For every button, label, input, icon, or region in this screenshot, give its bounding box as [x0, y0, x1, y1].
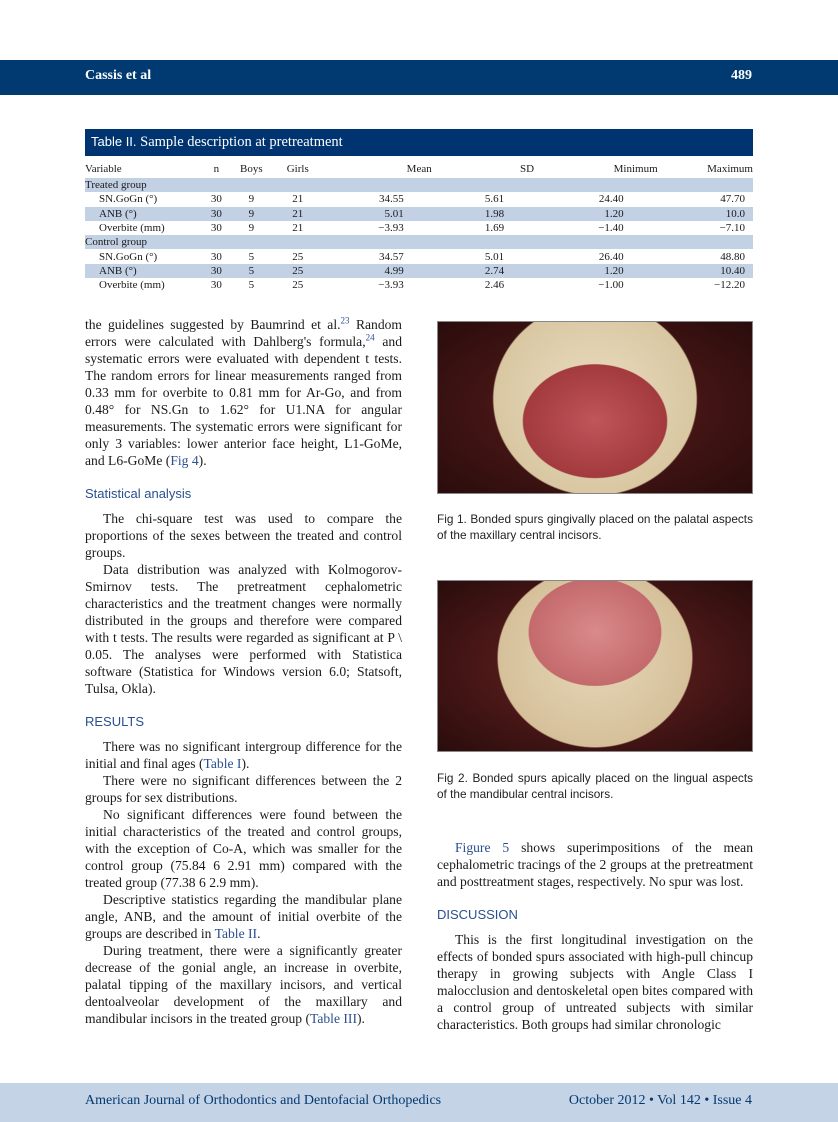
table-cell: 21 — [292, 193, 304, 206]
table-cell: 30 — [205, 207, 228, 221]
paragraph — [85, 942, 402, 1027]
paragraph — [85, 738, 402, 772]
section-heading: RESULTS — [85, 714, 144, 729]
citation-ref[interactable]: 24 — [365, 332, 375, 343]
table-cell: SN.GoGn (°) — [99, 193, 158, 206]
table-cell: 5 — [228, 264, 275, 278]
paragraph — [437, 839, 753, 890]
group-row — [85, 178, 753, 192]
figure-2-caption: Fig 2. Bonded spurs apically placed on the lingual aspects of the mandibular central incisors. — [437, 771, 753, 801]
cross-reference-link[interactable]: Table I — [203, 756, 242, 771]
table-cell: 30 — [210, 279, 222, 292]
column-header: Girls — [286, 163, 309, 175]
table-cell: 25 — [275, 264, 321, 278]
table-cell: 9 — [248, 193, 255, 206]
text-run: ). — [198, 453, 207, 468]
page-number: 489 — [731, 68, 752, 83]
text-run: Descriptive statistics regarding the mandibular plane angle, ANB, and the amount of initial overbite of the groups are described in — [85, 892, 402, 941]
table-cell: 26.40 — [598, 250, 624, 263]
table-cell: 25 — [292, 250, 304, 263]
figure-1-photo — [437, 321, 753, 494]
text-run: This is the first longitudinal investigation on the effects of bonded spurs associated with high-pull chincup therapy in growing subjects with Angle Class I malocclusion and dentoskeletal open bites compared with a control group of untreated subjects with similar characteristics. Both groups had similar chronologic — [437, 932, 753, 1032]
figure-1-caption: Fig 1. Bonded spurs gingivally placed on the palatal aspects of the maxillary central incisors. — [437, 512, 753, 542]
table-cell: 21 — [275, 207, 321, 221]
journal-name: American Journal of Orthodontics and Dentofacial Orthopedics — [85, 1093, 442, 1108]
table-row — [85, 192, 753, 206]
cross-reference-link[interactable]: Table II — [214, 926, 258, 941]
text-run: ). — [356, 1011, 365, 1026]
table-cell: 5.01 — [484, 250, 505, 263]
table-cell: 10.0 — [658, 207, 753, 221]
text-run: the guidelines suggested by Baumrind et al. — [85, 317, 341, 332]
table-cell: 2.74 — [432, 264, 534, 278]
text-run: shows superimpositions of the mean cephalometric tracings of the 2 groups at the pretreatment and posttreatment stages, respectively. No spur was lost. — [437, 840, 753, 889]
table-cell: 48.80 — [720, 250, 745, 263]
table-cell: 9 — [248, 222, 255, 235]
section-heading: Statistical analysis — [85, 486, 192, 501]
text-run: Data distribution was analyzed with Kolmogorov-Smirnov tests. The pretreatment cephalometric characteristics and the treatment changes were normally distributed in the groups and therefore were compared with t tests. The results were regarded as significant at P \ 0.05. The analyses were performed with Statistica software (Statistica for Windows version 6.0; Statsoft, Tulsa, Okla). — [85, 562, 402, 696]
table-cell: −12.20 — [714, 279, 745, 292]
table-row — [85, 221, 753, 235]
table-cell: 21 — [292, 222, 304, 235]
table-cell: 1.69 — [484, 222, 505, 235]
table-cell: −7.10 — [719, 222, 745, 235]
table-cell: Overbite (mm) — [99, 279, 165, 292]
text-run: ). — [241, 756, 250, 771]
table-cell: 34.57 — [378, 250, 404, 263]
column-header: Variable — [85, 163, 122, 175]
text-run: Random errors were calculated with Dahlberg's formula, — [85, 317, 403, 349]
table-cell: 25 — [292, 279, 304, 292]
text-run: There was no significant intergroup difference for the initial and final ages ( — [85, 739, 402, 771]
table-cell: 1.98 — [432, 207, 534, 221]
group-row — [85, 235, 753, 249]
table-cell: 5.01 — [321, 207, 432, 221]
header-author: Cassis et al — [85, 68, 152, 83]
left-column — [85, 316, 402, 1027]
right-column — [437, 839, 753, 1033]
table-row — [85, 249, 753, 263]
column-header: Maximum — [707, 163, 753, 175]
table-ii — [85, 129, 753, 292]
table-cell: −3.93 — [378, 222, 404, 235]
paragraph — [85, 316, 402, 469]
figure-2-photo — [437, 580, 753, 752]
text-run: There were no significant differences between the 2 groups for sex distributions. — [85, 773, 402, 805]
table-cell: −1.00 — [598, 279, 624, 292]
running-footer — [0, 1083, 838, 1122]
cross-reference-link[interactable]: Table III — [310, 1011, 357, 1026]
group-label: Treated group — [85, 178, 753, 192]
column-header: Boys — [240, 163, 263, 175]
table-title: Table II. Sample description at pretreatment — [85, 129, 753, 156]
table-cell: −1.40 — [598, 222, 624, 235]
table-cell: −3.93 — [378, 279, 404, 292]
section-heading: DISCUSSION — [437, 907, 518, 922]
column-header: SD — [520, 163, 535, 175]
paragraph — [85, 510, 402, 561]
column-header: Minimum — [613, 163, 658, 175]
table-cell: SN.GoGn (°) — [99, 250, 158, 263]
table-cell: 30 — [210, 222, 222, 235]
table-cell: ANB (°) — [85, 207, 205, 221]
table-row — [85, 207, 753, 221]
table-cell: 5.61 — [484, 193, 505, 206]
table-cell: 30 — [205, 264, 228, 278]
table-cell: 1.20 — [534, 207, 658, 221]
paragraph — [85, 561, 402, 697]
table-cell: 47.70 — [720, 193, 745, 206]
table-cell: Overbite (mm) — [99, 222, 165, 235]
text-run: The chi-square test was used to compare the proportions of the sexes between the treated and control groups. — [85, 511, 402, 560]
table-cell: 9 — [228, 207, 275, 221]
table-cell: 30 — [210, 193, 222, 206]
table-cell: 5 — [248, 279, 255, 292]
table-cell: 4.99 — [321, 264, 432, 278]
paragraph — [437, 931, 753, 1033]
text-run: . — [257, 926, 261, 941]
paragraph — [85, 806, 402, 891]
group-label: Control group — [85, 235, 753, 249]
text-run: During treatment, there were a significantly greater decrease of the gonial angle, an increase in overbite, palatal tipping of the maxillary incisors, and vertical dentoalveolar development of the maxillary and mandibular incisors in the treated group ( — [85, 943, 402, 1026]
citation-ref[interactable]: 23 — [340, 315, 350, 326]
cross-reference-link[interactable]: Fig 4 — [170, 453, 199, 468]
column-header: Mean — [406, 163, 432, 175]
table-cell: 5 — [248, 250, 255, 263]
table-cell: 34.55 — [378, 193, 404, 206]
text-run: No significant differences were found between the initial characteristics of the treated and control groups, with the exception of Co-A, which was smaller for the control group (75.84 6 2.91 mm) compared with the treated group (77.38 6 2.9 mm). — [85, 807, 402, 890]
column-header: n — [213, 163, 220, 175]
running-header — [0, 60, 838, 95]
paragraph — [85, 772, 402, 806]
table-row — [85, 278, 753, 292]
issue-info: October 2012 • Vol 142 • Issue 4 — [568, 1093, 752, 1108]
paragraph — [85, 891, 402, 942]
table-cell: 10.40 — [658, 264, 753, 278]
text-run: and systematic errors were evaluated with dependent t tests. The random errors for linear measurements ranged from 0.33 mm for overbite to 0.81 mm for Ar-Go, and from 0.48° for NS.Gn to 1.62° for U1.NA for angular measurements. The systematic errors were significant for only 3 variables: lower anterior face height, L1-GoMe, and L6-GoMe ( — [85, 334, 402, 468]
table-cell: ANB (°) — [85, 264, 205, 278]
table-row — [85, 264, 753, 278]
table-cell: 2.46 — [484, 279, 505, 292]
table-cell: 30 — [210, 250, 222, 263]
table-cell: 24.40 — [598, 193, 624, 206]
cross-reference-link[interactable]: Figure 5 — [455, 840, 510, 855]
table-cell: 1.20 — [534, 264, 658, 278]
